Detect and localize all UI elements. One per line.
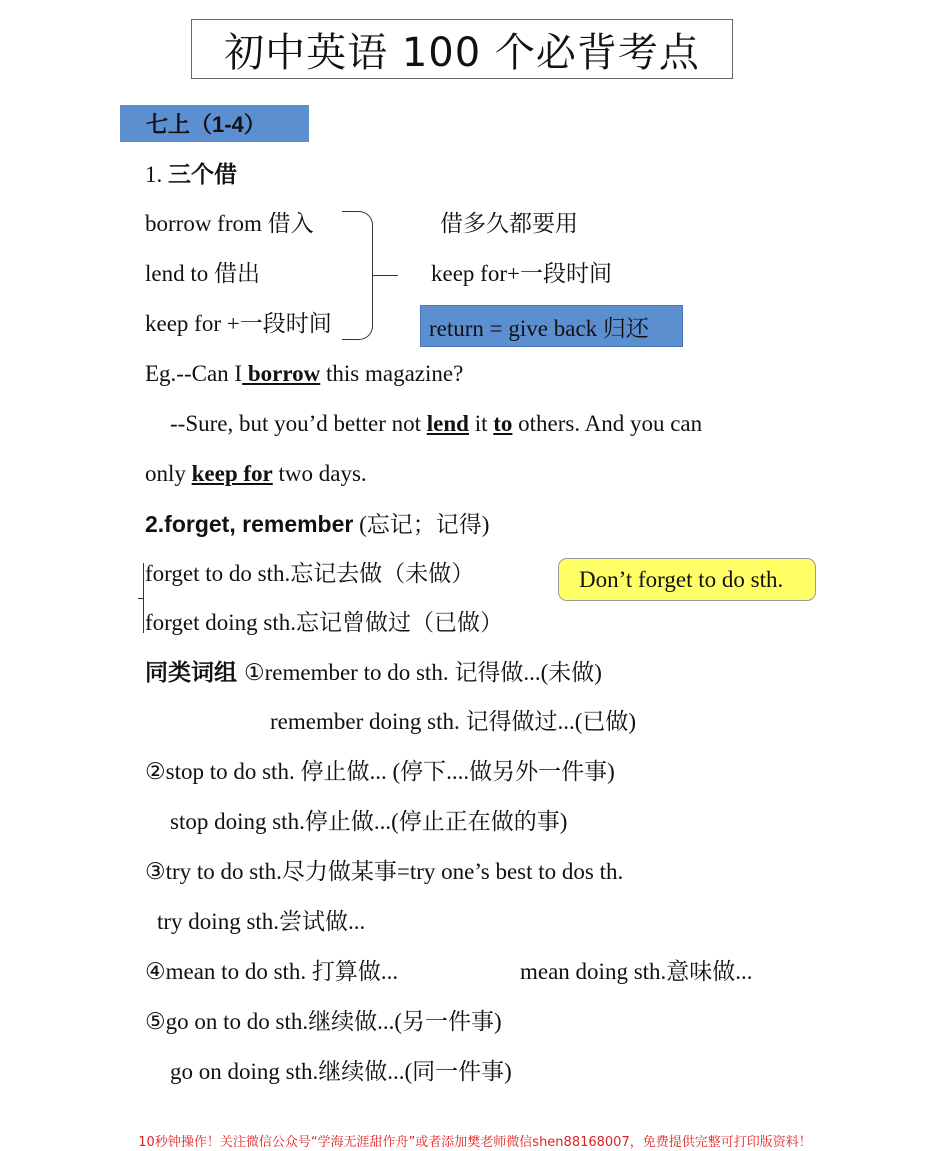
mean-doing-line: mean doing sth.意味做... <box>520 959 753 984</box>
return-highlight-box: return = give back 归还 <box>420 305 683 347</box>
item2-heading-text: 2.forget, remember <box>145 511 354 537</box>
example-answer-cont <box>145 459 367 489</box>
forget-bracket-tick <box>138 598 144 599</box>
group-label: 同类词组 <box>145 660 237 686</box>
borrow-from-line: borrow from 借入 <box>145 211 314 236</box>
only-post: two days. <box>272 461 367 486</box>
try-to-line: ③try to do sth.尽力做某事=try one’s best to dos th. <box>145 859 624 884</box>
eg-post: this magazine? <box>320 361 464 386</box>
keep-for-line: keep for +一段时间 <box>145 311 332 336</box>
go-on-doing-line: go on doing sth.继续做...(同一件事) <box>170 1059 512 1084</box>
item1-heading-text: 三个借 <box>168 162 237 188</box>
only-keep: keep for <box>191 461 273 486</box>
note-borrow-duration: 借多久都要用 <box>440 211 578 236</box>
stop-doing-line: stop doing sth.停止做...(停止正在做的事) <box>170 809 568 834</box>
footer-notice: 10秒钟操作！关注微信公众号“学海无涯甜作舟”或者添加樊老师微信shen88168007，免费提供完整可打印版资料！ <box>138 1135 812 1150</box>
item1-heading-num: 1. <box>145 162 168 187</box>
example-answer <box>170 409 702 439</box>
lend-to-line: lend to 借出 <box>145 261 260 286</box>
forget-doing-line: forget doing sth.忘记曾做过（已做） <box>145 610 503 635</box>
note-keep-for: keep for+一段时间 <box>431 261 612 286</box>
sure-post: others. And you can <box>512 411 703 436</box>
section-tag: 七上（1-4） <box>120 105 309 142</box>
right-brace <box>342 211 373 340</box>
example-question <box>145 359 463 389</box>
item2-heading <box>145 509 489 540</box>
sure-lend: lend <box>426 411 469 436</box>
remember-to-line: ①remember to do sth. 记得做...(未做) <box>244 660 602 685</box>
eg-pre: Eg.--Can I <box>145 361 243 386</box>
mean-to-line: ④mean to do sth. 打算做... <box>145 959 399 984</box>
go-on-to-line: ⑤go on to do sth.继续做...(另一件事) <box>145 1009 502 1034</box>
sure-mid: it <box>468 411 494 436</box>
brace-tick <box>372 275 398 276</box>
remember-doing-line: remember doing sth. 记得做过...(已做) <box>270 709 637 734</box>
page-title: 初中英语 100 个必背考点 <box>191 19 733 79</box>
sure-to: to <box>493 411 513 436</box>
try-doing-line: try doing sth.尝试做... <box>157 909 366 934</box>
dont-forget-highlight: Don’t forget to do sth. <box>558 558 816 601</box>
only-pre: only <box>145 461 192 486</box>
item1-heading <box>145 160 237 190</box>
stop-to-line: ②stop to do sth. 停止做... (停下....做另外一件事) <box>145 759 615 784</box>
item2-heading-cn: (忘记；记得) <box>353 512 490 537</box>
forget-to-line: forget to do sth.忘记去做（未做） <box>145 561 475 586</box>
eg-borrow: borrow <box>242 361 321 386</box>
sure-pre: --Sure, but you’d better not <box>170 411 427 436</box>
